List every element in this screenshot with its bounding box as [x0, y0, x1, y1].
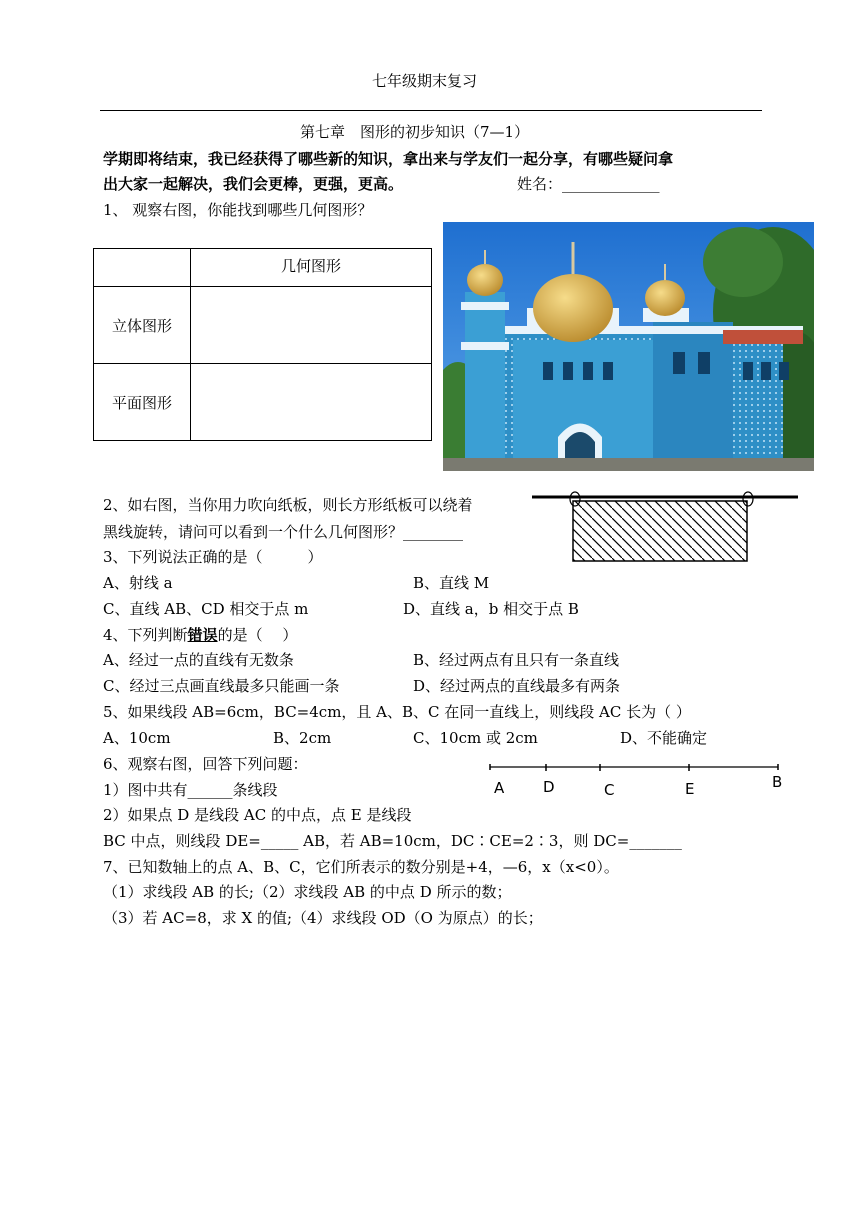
question-6-part-3: BC 中点，则线段 DE=_____ AB，若 AB=10cm，DC∶CE=2∶3，则 DC=_______ — [103, 832, 682, 850]
q3-option-b: B、直线 M — [413, 574, 490, 592]
q4-option-a: A、经过一点的直线有无数条 — [103, 651, 294, 669]
q4-stem-post: 的是（ ） — [217, 626, 298, 644]
question-2-line-2: 黑线旋转，请问可以看到一个什么几何图形？________ — [103, 523, 464, 541]
question-4 — [103, 628, 297, 643]
name-field-label: 姓名：_____________ — [517, 175, 660, 193]
chapter-title: 第七章 图形的初步知识（7—1） — [300, 123, 530, 141]
q4-option-d: D、经过两点的直线最多有两条 — [413, 677, 621, 695]
q5-option-b: B、2cm — [273, 729, 332, 747]
q5-option-c: C、10cm 或 2cm — [413, 729, 538, 747]
page-title: 七年级期末复习 — [372, 72, 478, 90]
point-label-d: D — [543, 778, 555, 796]
q4-stem-emphasis: 错误 — [187, 626, 218, 644]
title-divider — [100, 110, 762, 111]
table-corner-cell — [94, 249, 191, 287]
question-1: 1、 观察右图，你能找到哪些几何图形？ — [103, 201, 373, 219]
question-6-part-1: 1）图中共有______条线段 — [103, 781, 278, 799]
point-label-b: B — [772, 773, 783, 791]
mosque-photo — [443, 222, 814, 471]
q3-option-c: C、直线 AB、CD 相交于点 m — [103, 600, 309, 618]
question-2-line-1: 2、如右图，当你用力吹向纸板，则长方形纸板可以绕着 — [103, 496, 473, 514]
q3-option-d: D、直线 a，b 相交于点 B — [403, 600, 579, 618]
table-row-label-plane: 平面图形 — [94, 364, 191, 441]
point-label-e: E — [685, 780, 695, 798]
intro-line-1: 学期即将结束，我已经获得了哪些新的知识，拿出来与学友们一起分享，有哪些疑问拿 — [103, 150, 674, 168]
hatched-rectangle-board — [573, 501, 747, 561]
point-label-a: A — [494, 779, 505, 797]
question-3: 3、下列说法正确的是（ ） — [103, 548, 323, 566]
question-7-part-1: （1）求线段 AB 的长;（2）求线段 AB 的中点 D 所示的数； — [103, 883, 512, 901]
q4-option-b: B、经过两点有且只有一条直线 — [413, 651, 620, 669]
q4-stem-pre: 4、下列判断 — [103, 626, 188, 644]
table-header: 几何图形 — [191, 249, 432, 287]
line-segment-figure — [485, 764, 785, 804]
table-answer-cell-solid[interactable] — [191, 287, 432, 364]
question-6: 6、观察右图，回答下列问题： — [103, 755, 308, 773]
q3-option-a: A、射线 a — [103, 574, 173, 592]
table-answer-cell-plane[interactable] — [191, 364, 432, 441]
intro-line-2: 出大家一起解决，我们会更棒，更强，更高。 — [103, 175, 404, 193]
question-5: 5、如果线段 AB=6cm，BC=4cm，且 A、B、C 在同一直线上，则线段 AC 长为（ ） — [103, 703, 691, 721]
q4-option-c: C、经过三点画直线最多只能画一条 — [103, 677, 340, 695]
rotating-board-figure — [532, 488, 802, 568]
table-row-label-solid: 立体图形 — [94, 287, 191, 364]
q5-option-a: A、10cm — [103, 729, 171, 747]
question-7-part-2: （3）若 AC=8，求 X 的值;（4）求线段 OD（O 为原点）的长； — [103, 909, 543, 927]
point-label-c: C — [604, 781, 615, 799]
question-6-part-2: 2）如果点 D 是线段 AC 的中点，点 E 是线段 — [103, 806, 412, 824]
q5-option-d: D、不能确定 — [620, 729, 708, 747]
geometry-table — [93, 248, 432, 441]
hinge-right — [743, 492, 753, 506]
question-7: 7、已知数轴上的点 A、B、C，它们所表示的数分别是+4，—6，x（x<0）。 — [103, 858, 619, 876]
